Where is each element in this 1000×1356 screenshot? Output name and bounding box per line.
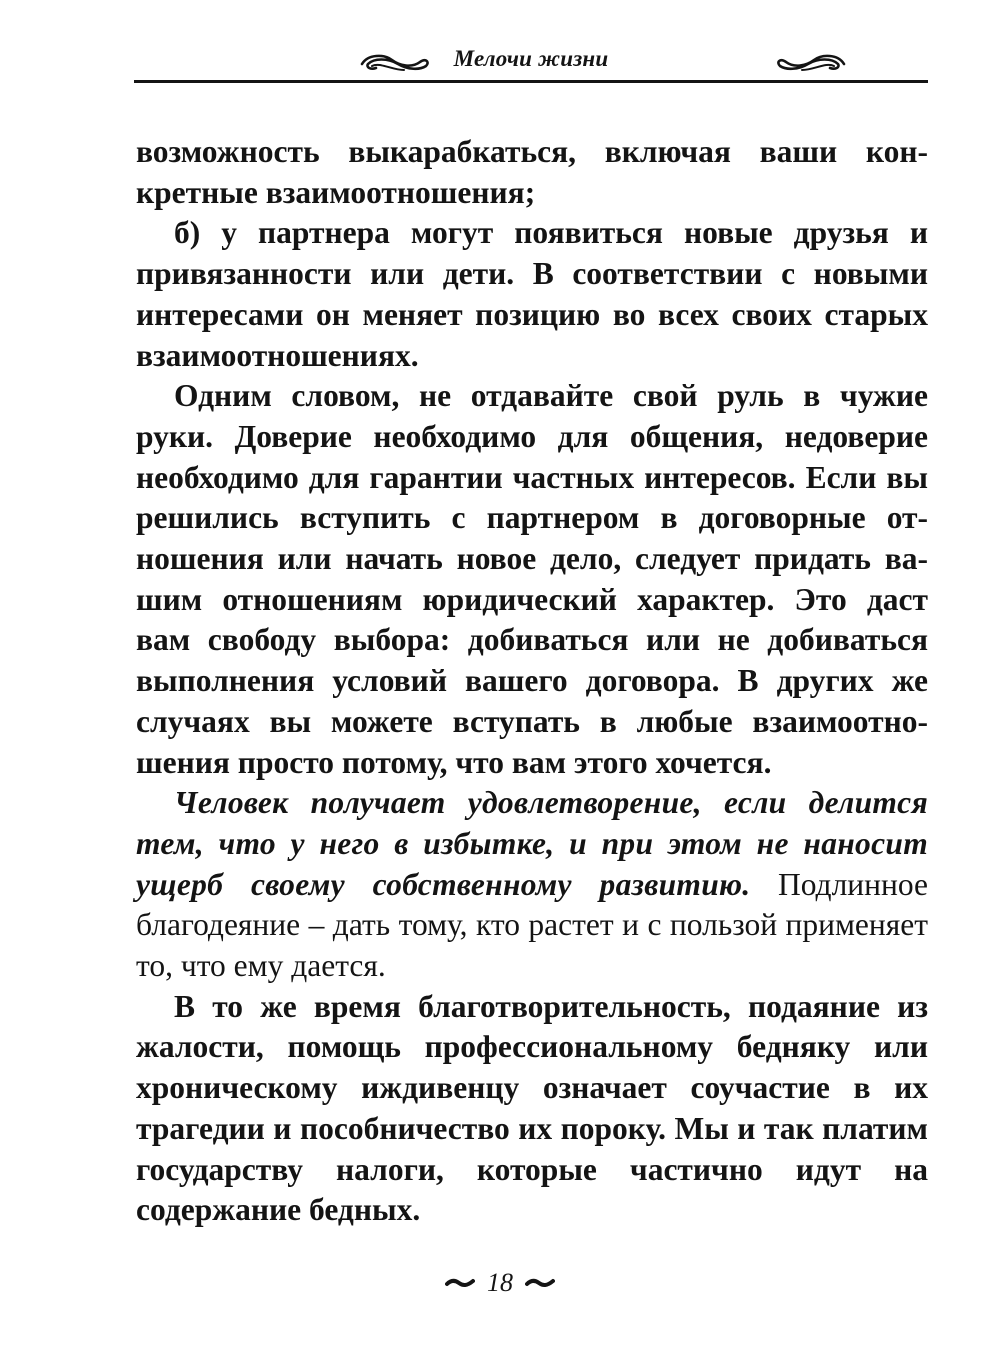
running-head — [134, 40, 928, 84]
emphasis-text: Человек получает удовлетворение, если делится тем, что у него в избытке, и при этом не наносит ущерб своему собственному развитию. — [136, 785, 928, 902]
paragraph-continued: возможность выкарабкаться, включая ваши конкретные взаимоотношения; — [136, 134, 928, 210]
right-ornament-icon — [774, 50, 848, 76]
left-swash-icon — [445, 1277, 475, 1289]
running-title: Мелочи жизни — [453, 46, 609, 71]
body-text — [136, 132, 928, 1231]
paragraph-closing: В то же время благотворительность, подаяние из жалости, помощь профессиональному бедняку или хроническому иждивенцу означает соучастие в их трагедии и пособничество их пороку. Мы и так платим государству налоги, которые частично идут на содержание бедных. — [136, 988, 928, 1228]
page-footer — [0, 1268, 1000, 1308]
paragraph-item-b: б) у партнера могут появиться новые друзья и привязанности или дети. В соответствии с новыми интересами он меняет позицию во всех своих старых взаимоотношениях. — [136, 215, 928, 373]
emphasis-tail-text: Подлинное благодеяние – дать тому, кто растет и с пользой применяет то, что ему дается. — [136, 866, 928, 984]
page-number: 18 — [487, 1268, 513, 1297]
right-swash-icon — [525, 1277, 555, 1289]
paragraph-conclusion: Одним словом, не отдавайте свой руль в чужие руки. Доверие необходимо для общения, недоверие необходимо для гарантии частных интересов. Если вы решились вступить с партнером в договорные отношения или начать новое дело, следует придать вашим отношениям юридический характер. Это даст вам свободу выбора: добиваться или не добиваться выполнения условий вашего договора. В других же случаях вы можете вступать в любые взаимоотношения просто потому, что вам этого хочется. — [136, 378, 928, 780]
paragraph-emphasis — [136, 783, 928, 987]
header-rule — [134, 80, 928, 83]
